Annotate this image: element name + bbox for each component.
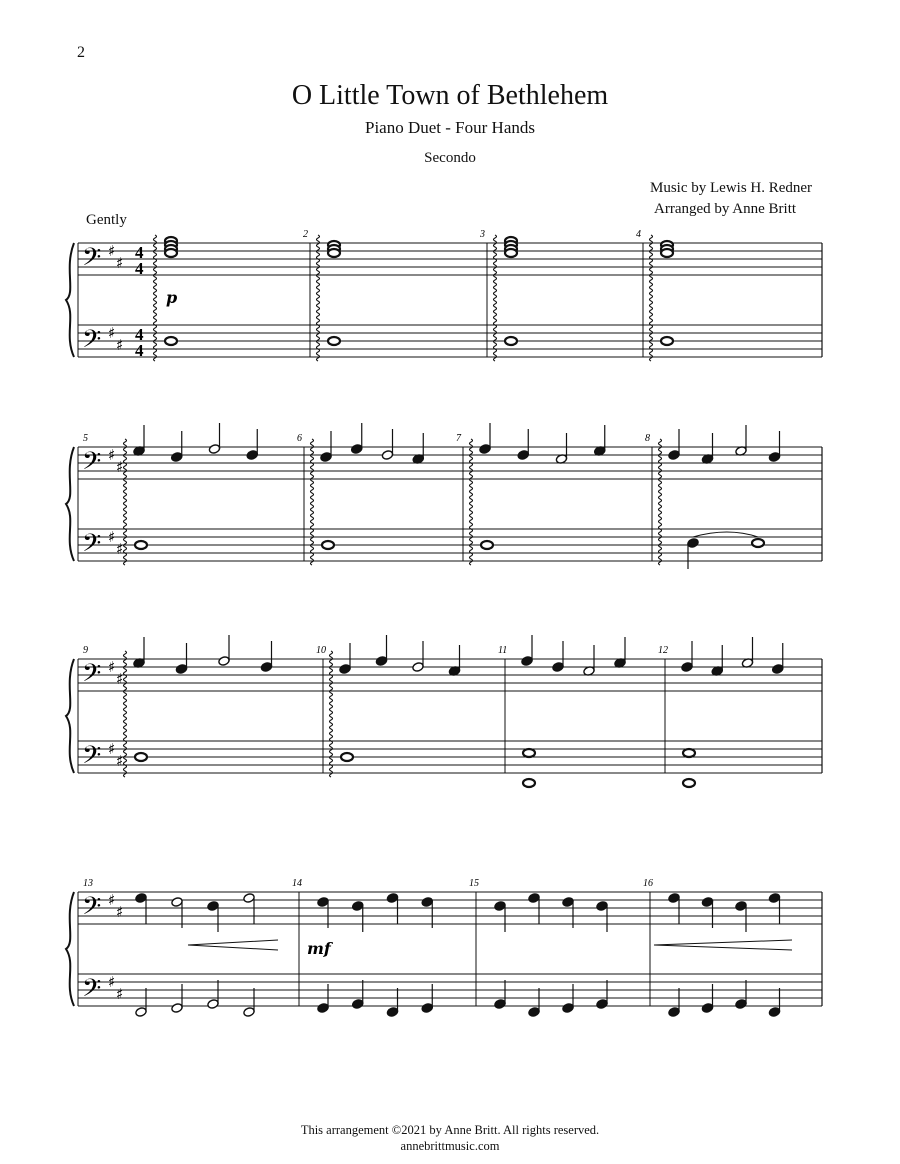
note-head — [317, 1003, 329, 1014]
note-head — [701, 897, 713, 908]
note-head — [528, 1007, 540, 1018]
system-brace — [66, 659, 74, 773]
system-brace — [66, 892, 74, 1006]
note-head — [768, 1007, 780, 1018]
key-sharp-icon: ♯ — [108, 324, 116, 342]
measure-number: 3 — [480, 229, 485, 240]
bass-clef-icon: 𝄢 — [82, 529, 102, 564]
whole-note — [661, 249, 673, 257]
measure-number: 10 — [316, 645, 326, 656]
arpeggio-mark — [154, 235, 157, 361]
note-head — [421, 897, 433, 908]
note-head — [596, 901, 608, 912]
whole-note — [661, 337, 673, 345]
key-sharp-icon: ♯ — [108, 242, 116, 260]
website-url: annebrittmusic.com — [400, 1139, 500, 1153]
note-head — [494, 999, 506, 1010]
note-head — [521, 656, 533, 667]
note-head — [596, 999, 608, 1010]
key-sharp-icon: ♯ — [108, 446, 116, 464]
note-head — [207, 999, 219, 1010]
whole-note — [505, 249, 517, 257]
measure-number: 12 — [658, 645, 668, 656]
composer-credit: Music by Lewis H. Redner — [650, 180, 813, 196]
key-sharp-icon: ♯ — [116, 540, 124, 558]
whole-note — [481, 541, 493, 549]
measure-number: 15 — [469, 878, 479, 889]
note-head — [135, 893, 147, 904]
whole-note — [683, 749, 695, 757]
note-head — [171, 452, 183, 463]
key-sharp-icon: ♯ — [108, 891, 116, 909]
arpeggio-mark — [330, 651, 333, 777]
note-head — [562, 1003, 574, 1014]
arpeggio-mark — [124, 651, 127, 777]
whole-note — [341, 753, 353, 761]
note-head — [171, 1003, 183, 1014]
note-head — [375, 656, 387, 667]
key-sharp-icon: ♯ — [116, 752, 124, 770]
measure-number: 6 — [297, 433, 302, 444]
key-sharp-icon: ♯ — [108, 740, 116, 758]
note-head — [243, 893, 255, 904]
note-head — [246, 450, 258, 461]
note-head — [386, 1007, 398, 1018]
note-head — [528, 893, 540, 904]
note-head — [320, 452, 332, 463]
measure-number: 2 — [303, 229, 308, 240]
note-head — [494, 901, 506, 912]
note-head — [562, 897, 574, 908]
key-sharp-icon: ♯ — [116, 336, 124, 354]
whole-note — [135, 541, 147, 549]
measure-number: 11 — [498, 645, 508, 656]
bass-clef-icon: 𝄢 — [82, 447, 102, 482]
note-head — [772, 664, 784, 675]
time-signature-bottom: 4 — [135, 341, 144, 360]
measure-number: 13 — [83, 878, 93, 889]
note-head — [768, 893, 780, 904]
note-head — [668, 1007, 680, 1018]
arpeggio-mark — [494, 235, 497, 361]
whole-note — [328, 249, 340, 257]
note-head — [668, 893, 680, 904]
dynamic-marking: p — [166, 288, 178, 307]
measure-number: 16 — [643, 878, 653, 889]
note-head — [171, 897, 183, 908]
page-number: 2 — [77, 44, 85, 61]
arrangement-subtitle: Piano Duet - Four Hands — [365, 118, 535, 137]
bass-clef-icon: 𝄢 — [82, 741, 102, 776]
part-name: Secondo — [424, 150, 476, 166]
key-sharp-icon: ♯ — [108, 528, 116, 546]
whole-note — [752, 539, 764, 547]
arpeggio-mark — [659, 439, 662, 565]
measure-number: 4 — [636, 229, 641, 240]
copyright-notice: This arrangement ©2021 by Anne Britt. All rights reserved. — [300, 1123, 600, 1137]
arpeggio-mark — [124, 439, 127, 565]
note-head — [218, 656, 230, 667]
measure-number: 14 — [292, 878, 302, 889]
measure-number: 9 — [83, 645, 88, 656]
arpeggio-mark — [317, 235, 320, 361]
whole-note — [505, 337, 517, 345]
bass-clef-icon: 𝄢 — [82, 243, 102, 278]
system-brace — [66, 243, 74, 357]
bass-clef-icon: 𝄢 — [82, 974, 102, 1009]
whole-note — [135, 753, 147, 761]
note-head — [687, 538, 699, 549]
note-head — [352, 901, 364, 912]
arranger-credit: Arranged by Anne Britt — [654, 201, 797, 217]
note-head — [412, 662, 424, 673]
note-head — [260, 662, 272, 673]
whole-note — [328, 337, 340, 345]
note-head — [386, 893, 398, 904]
note-head — [735, 999, 747, 1010]
note-head — [552, 662, 564, 673]
whole-note — [523, 779, 535, 787]
dynamic-marking: mf — [307, 939, 331, 958]
key-sharp-icon: ♯ — [108, 658, 116, 676]
whole-note — [322, 541, 334, 549]
song-title: O Little Town of Bethlehem — [291, 80, 609, 111]
arpeggio-mark — [470, 439, 473, 565]
note-head — [735, 901, 747, 912]
time-signature-top: 4 — [135, 325, 144, 344]
note-head — [208, 444, 220, 455]
decrescendo-hairpin — [188, 940, 278, 950]
note-head — [768, 452, 780, 463]
system-brace — [66, 447, 74, 561]
note-head — [681, 662, 693, 673]
key-sharp-icon: ♯ — [116, 458, 124, 476]
arpeggio-mark — [311, 439, 314, 565]
note-head — [421, 1003, 433, 1014]
note-head — [135, 1007, 147, 1018]
bass-clef-icon: 𝄢 — [82, 659, 102, 694]
note-head — [351, 444, 363, 455]
note-head — [317, 897, 329, 908]
note-head — [517, 450, 529, 461]
tie-mark — [693, 532, 758, 537]
key-sharp-icon: ♯ — [116, 985, 124, 1003]
arpeggio-mark — [650, 235, 653, 361]
time-signature-bottom: 4 — [135, 259, 144, 278]
note-head — [339, 664, 351, 675]
time-signature-top: 4 — [135, 243, 144, 262]
bass-clef-icon: 𝄢 — [82, 325, 102, 360]
note-head — [207, 901, 219, 912]
whole-note — [165, 249, 177, 257]
note-head — [668, 450, 680, 461]
measure-number: 5 — [83, 433, 88, 444]
note-head — [243, 1007, 255, 1018]
key-sharp-icon: ♯ — [116, 254, 124, 272]
whole-note — [165, 337, 177, 345]
key-sharp-icon: ♯ — [116, 670, 124, 688]
note-head — [381, 450, 393, 461]
key-sharp-icon: ♯ — [108, 973, 116, 991]
decrescendo-hairpin — [654, 940, 792, 950]
tempo-marking: Gently — [86, 212, 127, 228]
whole-note — [523, 749, 535, 757]
note-head — [352, 999, 364, 1010]
bass-clef-icon: 𝄢 — [82, 892, 102, 927]
note-head — [479, 444, 491, 455]
key-sharp-icon: ♯ — [116, 903, 124, 921]
note-head — [175, 664, 187, 675]
note-head — [701, 1003, 713, 1014]
measure-number: 7 — [456, 433, 461, 444]
measure-number: 8 — [645, 433, 650, 444]
whole-note — [683, 779, 695, 787]
